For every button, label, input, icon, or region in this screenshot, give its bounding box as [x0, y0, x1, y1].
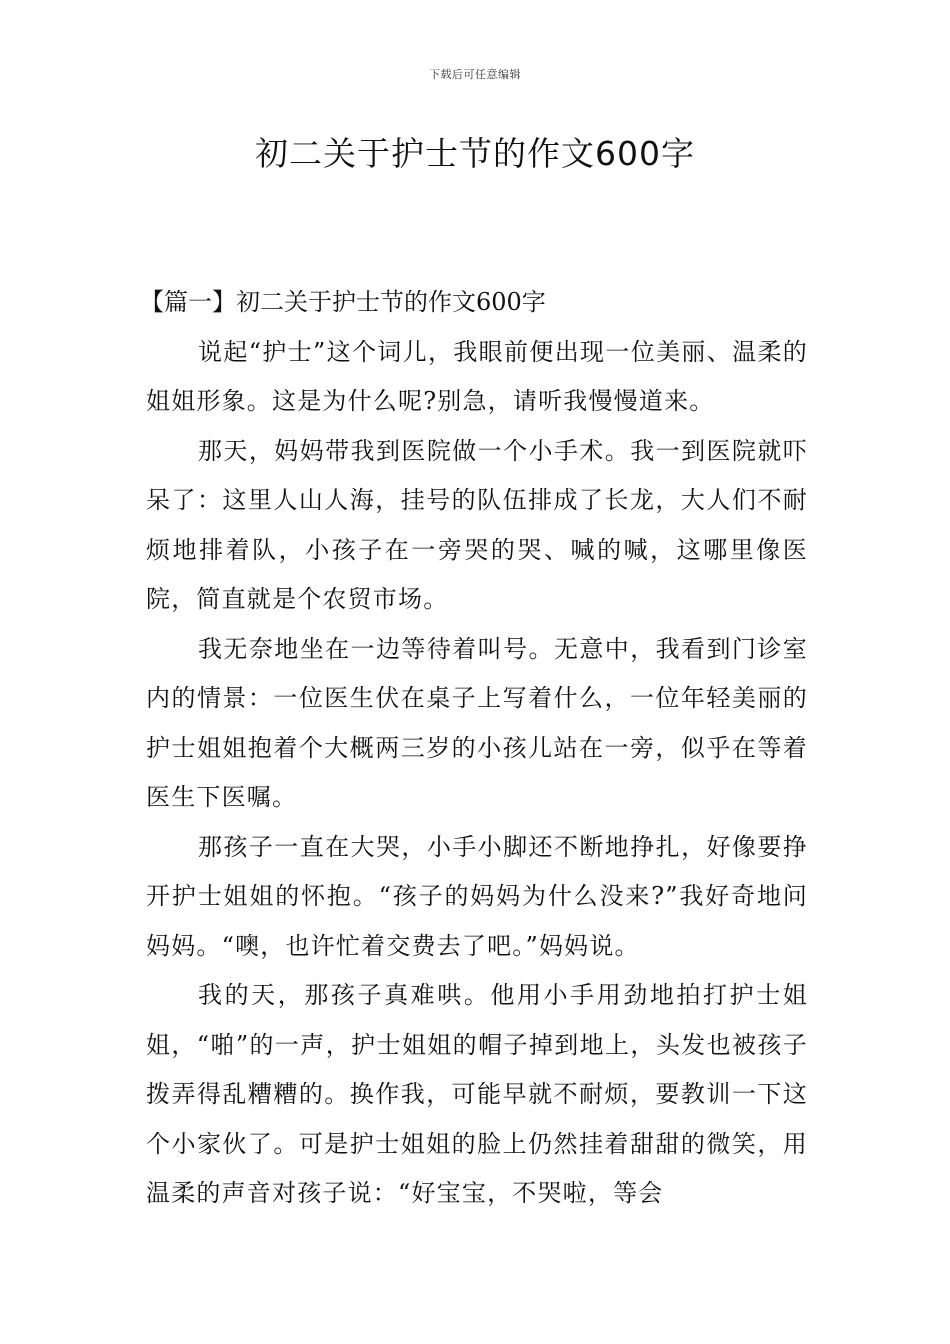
section-heading: 【篇一】初二关于护士节的作文600字 [140, 288, 546, 316]
paragraph: 那天，妈妈带我到医院做一个小手术。我一到医院就吓呆了：这里人山人海，挂号的队伍排成了长龙，大人们不耐烦地排着队，小孩子在一旁哭的哭、喊的喊，这哪里像医院，简直就是个农贸市场。 [146, 436, 808, 613]
header-note: 下载后可任意编辑 [429, 68, 521, 81]
document-title: 初二关于护士节的作文600字 [255, 134, 695, 173]
article-body [140, 278, 808, 1219]
paragraph: 我无奈地坐在一边等待着叫号。无意中，我看到门诊室内的情景：一位医生伏在桌子上写着什么，一位年轻美丽的护士姐姐抱着个大概两三岁的小孩儿站在一旁，似乎在等着医生下医嘱。 [146, 634, 808, 811]
paragraph: 说起“护士”这个词儿，我眼前便出现一位美丽、温柔的姐姐形象。这是为什么呢?别急，请听我慢慢道来。 [146, 337, 808, 415]
paragraph: 那孩子一直在大哭，小手小脚还不断地挣扎，好像要挣开护士姐姐的怀抱。“孩子的妈妈为什么没来?”我好奇地问妈妈。“噢，也许忙着交费去了吧。”妈妈说。 [146, 832, 808, 960]
paragraph: 我的天，那孩子真难哄。他用小手用劲地拍打护士姐姐，“啪”的一声，护士姐姐的帽子掉到地上，头发也被孩子拨弄得乱糟糟的。换作我，可能早就不耐烦，要教训一下这个小家伙了。可是护士姐姐的脸上仍然挂着甜甜的微笑，用温柔的声音对孩子说：“好宝宝，不哭啦，等会 [146, 981, 808, 1207]
